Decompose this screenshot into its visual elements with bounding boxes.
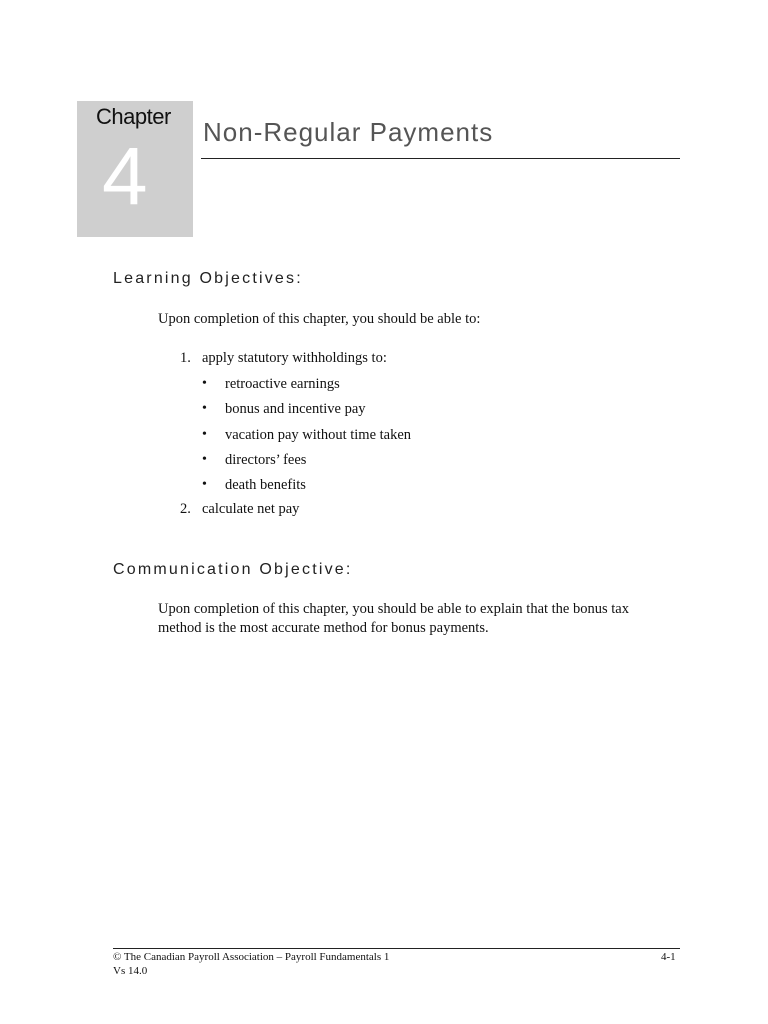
bullet-icon: •	[202, 427, 207, 442]
list-item-number-1: 1.	[180, 350, 191, 366]
bullet-icon: •	[202, 452, 207, 467]
page-number: 4-1	[661, 951, 676, 963]
chapter-number: 4	[102, 131, 148, 222]
bullet-item: retroactive earnings	[225, 376, 340, 392]
bullet-icon: •	[202, 477, 207, 492]
bullet-item: directors’ fees	[225, 452, 307, 468]
bullet-item: vacation pay without time taken	[225, 427, 412, 443]
learning-objectives-intro: Upon completion of this chapter, you should be able to:	[158, 311, 481, 327]
learning-objectives-heading: Learning Objectives:	[113, 270, 303, 287]
title-divider	[201, 158, 680, 159]
bullet-item: death benefits	[225, 477, 306, 493]
bullet-icon: •	[202, 401, 207, 416]
footer-version: Vs 14.0	[113, 965, 148, 977]
list-item-text-1: apply statutory withholdings to:	[202, 350, 387, 366]
communication-objective-heading: Communication Objective:	[113, 561, 353, 578]
chapter-label: Chapter	[96, 104, 171, 129]
bullet-icon: •	[202, 376, 207, 391]
chapter-title: Non-Regular Payments	[203, 117, 494, 147]
list-item-text-2: calculate net pay	[202, 501, 300, 517]
list-item-number-2: 2.	[180, 501, 191, 517]
bullet-item: bonus and incentive pay	[225, 401, 366, 417]
communication-objective-line-1: Upon completion of this chapter, you should be able to explain that the bonus tax	[158, 601, 629, 617]
footer-copyright: © The Canadian Payroll Association – Payroll Fundamentals 1	[113, 951, 390, 963]
communication-objective-line-2: method is the most accurate method for bonus payments.	[158, 620, 489, 636]
footer-divider	[113, 948, 680, 949]
